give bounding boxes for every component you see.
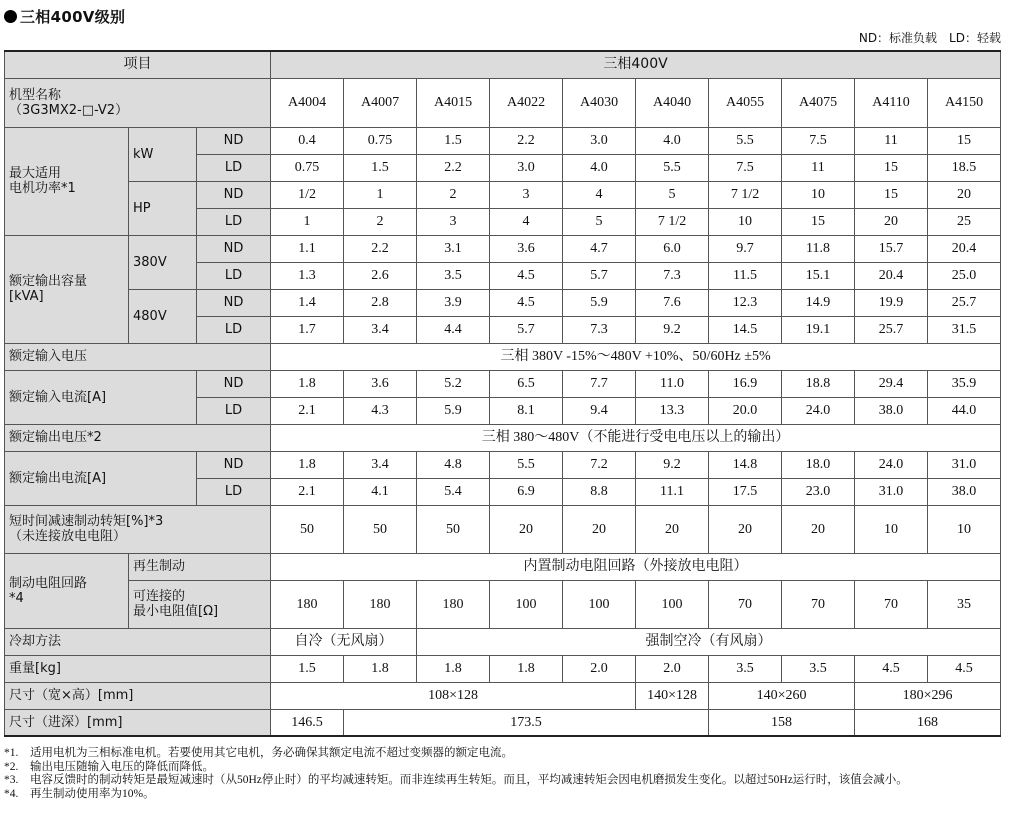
model-cell: A4110 (855, 78, 928, 127)
kw-ld-cell: 1.5 (344, 154, 417, 181)
output-capacity-label: 额定输出容量 [kVA] (5, 235, 129, 343)
size-wh-cell: 140×260 (709, 682, 855, 709)
kw-nd-cell: 0.4 (271, 127, 344, 154)
nd-label: ND (197, 235, 271, 262)
hp-ld-cell: 5 (563, 208, 636, 235)
in-cur-cell: 24.0 (782, 397, 855, 424)
cooling-row (5, 628, 1001, 655)
output-current-label: 额定输出电流[A] (5, 451, 197, 505)
model-cell: A4015 (417, 78, 490, 127)
min-resistance-row (5, 580, 1001, 628)
out-cur-cell: 2.1 (271, 478, 344, 505)
cap-cell: 2.6 (344, 262, 417, 289)
bullet-dot-icon (4, 10, 17, 23)
out-cur-cell: 8.8 (563, 478, 636, 505)
cap-cell: 3.1 (417, 235, 490, 262)
cap-cell: 5.9 (563, 289, 636, 316)
nd-label: ND (197, 451, 271, 478)
hp-ld-cell: 4 (490, 208, 563, 235)
hp-ld-cell: 1 (271, 208, 344, 235)
out-cur-cell: 31.0 (928, 451, 1001, 478)
in-cur-cell: 7.7 (563, 370, 636, 397)
cap-cell: 4.5 (490, 289, 563, 316)
model-cell: A4075 (782, 78, 855, 127)
input-current-label: 额定输入电流[A] (5, 370, 197, 424)
size-d-label: 尺寸（进深）[mm] (5, 709, 271, 736)
nd-label: ND (197, 289, 271, 316)
in-cur-cell: 13.3 (636, 397, 709, 424)
in-cur-cell: 35.9 (928, 370, 1001, 397)
hp-unit-label: HP (129, 181, 197, 235)
in-cur-cell: 29.4 (855, 370, 928, 397)
size-d-cell: 146.5 (271, 709, 344, 736)
out-cur-cell: 17.5 (709, 478, 782, 505)
hp-ld-cell: 10 (709, 208, 782, 235)
cap-cell: 1.3 (271, 262, 344, 289)
ld-label: LD (197, 154, 271, 181)
weight-cell: 1.8 (344, 655, 417, 682)
cap-cell: 3.4 (344, 316, 417, 343)
in-cur-cell: 5.2 (417, 370, 490, 397)
nd-label: ND (197, 181, 271, 208)
torque-cell: 20 (782, 505, 855, 553)
hp-ld-cell: 2 (344, 208, 417, 235)
in-cur-cell: 4.3 (344, 397, 417, 424)
hp-nd-cell: 7 1/2 (709, 181, 782, 208)
minres-cell: 100 (636, 580, 709, 628)
minres-cell: 100 (490, 580, 563, 628)
regen-value: 内置制动电阻回路（外接放电电阻） (271, 553, 1001, 580)
header-item: 项目 (5, 51, 271, 78)
cap-cell: 7.6 (636, 289, 709, 316)
out-cur-cell: 38.0 (928, 478, 1001, 505)
cap-cell: 25.0 (928, 262, 1001, 289)
kw-ld-cell: 7.5 (709, 154, 782, 181)
out-cur-cell: 9.2 (636, 451, 709, 478)
weight-label: 重量[kg] (5, 655, 271, 682)
cap-cell: 2.8 (344, 289, 417, 316)
cooling-self: 自冷（无风扇） (271, 628, 417, 655)
minres-cell: 180 (344, 580, 417, 628)
cap-cell: 1.1 (271, 235, 344, 262)
ld-label: LD (197, 397, 271, 424)
hp-ld-cell: 15 (782, 208, 855, 235)
kw-ld-cell: 15 (855, 154, 928, 181)
cap-cell: 1.4 (271, 289, 344, 316)
output-current-nd-row (5, 451, 1001, 478)
minres-cell: 100 (563, 580, 636, 628)
out-cur-cell: 5.5 (490, 451, 563, 478)
hp-ld-cell: 3 (417, 208, 490, 235)
minres-cell: 180 (417, 580, 490, 628)
cap-cell: 20.4 (928, 235, 1001, 262)
out-cur-cell: 7.2 (563, 451, 636, 478)
cap-cell: 4.5 (490, 262, 563, 289)
kw-ld-cell: 3.0 (490, 154, 563, 181)
cap-cell: 3.5 (417, 262, 490, 289)
cap-cell: 7.3 (636, 262, 709, 289)
cap-cell: 15.7 (855, 235, 928, 262)
size-wh-label: 尺寸（宽×高）[mm] (5, 682, 271, 709)
weight-cell: 2.0 (563, 655, 636, 682)
torque-cell: 20 (636, 505, 709, 553)
out-cur-cell: 4.1 (344, 478, 417, 505)
torque-cell: 10 (928, 505, 1001, 553)
kw-nd-cell: 0.75 (344, 127, 417, 154)
footnote: *4. 再生制动使用率为10%。 (4, 787, 155, 800)
cap-cell: 25.7 (855, 316, 928, 343)
cap-cell: 19.1 (782, 316, 855, 343)
out-cur-cell: 6.9 (490, 478, 563, 505)
cap-cell: 25.7 (928, 289, 1001, 316)
cap-cell: 1.7 (271, 316, 344, 343)
model-cell: A4055 (709, 78, 782, 127)
model-cell: A4022 (490, 78, 563, 127)
regen-label: 再生制动 (129, 553, 271, 580)
out-cur-cell: 23.0 (782, 478, 855, 505)
model-label: 机型名称 （3G3MX2-□-V2） (5, 78, 271, 127)
torque-cell: 50 (271, 505, 344, 553)
size-wh-row (5, 682, 1001, 709)
model-cell: A4007 (344, 78, 417, 127)
cap-cell: 15.1 (782, 262, 855, 289)
out-cur-cell: 11.1 (636, 478, 709, 505)
cap-cell: 7.3 (563, 316, 636, 343)
weight-cell: 4.5 (855, 655, 928, 682)
hp-nd-cell: 10 (782, 181, 855, 208)
kw-ld-cell: 18.5 (928, 154, 1001, 181)
kw-ld-cell: 0.75 (271, 154, 344, 181)
kw-ld-cell: 4.0 (563, 154, 636, 181)
torque-cell: 10 (855, 505, 928, 553)
in-cur-cell: 5.9 (417, 397, 490, 424)
in-cur-cell: 1.8 (271, 370, 344, 397)
motor-kw-nd-row (5, 127, 1001, 154)
braking-torque-label: 短时间减速制动转矩[%]*3 （未连接放电电阻） (5, 505, 271, 553)
out-cur-cell: 24.0 (855, 451, 928, 478)
hp-nd-cell: 3 (490, 181, 563, 208)
cooling-forced: 强制空冷（有风扇） (417, 628, 1001, 655)
hp-nd-cell: 2 (417, 181, 490, 208)
v380-label: 380V (129, 235, 197, 289)
cap-cell: 5.7 (563, 262, 636, 289)
footnote: *1. 适用电机为三相标准电机。若要使用其它电机，务必确保其额定电流不超过变频器的额定电流。 (4, 747, 513, 759)
torque-cell: 20 (709, 505, 782, 553)
hp-nd-cell: 4 (563, 181, 636, 208)
cap-cell: 3.9 (417, 289, 490, 316)
ld-label: LD (197, 262, 271, 289)
hp-nd-cell: 20 (928, 181, 1001, 208)
footnote: *2. 输出电压随输入电压的降低而降低。 (4, 760, 214, 773)
out-cur-cell: 4.8 (417, 451, 490, 478)
minres-cell: 35 (928, 580, 1001, 628)
hp-ld-cell: 25 (928, 208, 1001, 235)
cap-480-nd-row (5, 289, 1001, 316)
cap-cell: 4.7 (563, 235, 636, 262)
kw-nd-cell: 7.5 (782, 127, 855, 154)
size-d-row (5, 709, 1001, 736)
cap-cell: 4.4 (417, 316, 490, 343)
torque-cell: 50 (417, 505, 490, 553)
cap-cell: 11.8 (782, 235, 855, 262)
out-cur-cell: 3.4 (344, 451, 417, 478)
page-title (4, 6, 125, 27)
cap-cell: 11.5 (709, 262, 782, 289)
kw-ld-cell: 5.5 (636, 154, 709, 181)
kw-nd-cell: 15 (928, 127, 1001, 154)
model-cell: A4030 (563, 78, 636, 127)
weight-cell: 3.5 (782, 655, 855, 682)
input-voltage-value: 三相 380V -15%～480V +10%、50/60Hz ±5% (271, 343, 1001, 370)
out-cur-cell: 14.8 (709, 451, 782, 478)
motor-hp-nd-row (5, 181, 1001, 208)
minres-cell: 70 (709, 580, 782, 628)
cap-cell: 14.9 (782, 289, 855, 316)
weight-cell: 4.5 (928, 655, 1001, 682)
size-d-cell: 168 (855, 709, 1001, 736)
cap-cell: 9.2 (636, 316, 709, 343)
size-wh-cell: 180×296 (855, 682, 1001, 709)
hp-ld-cell: 7 1/2 (636, 208, 709, 235)
cap-380-nd-row (5, 235, 1001, 262)
minres-cell: 70 (782, 580, 855, 628)
in-cur-cell: 3.6 (344, 370, 417, 397)
in-cur-cell: 2.1 (271, 397, 344, 424)
weight-cell: 2.0 (636, 655, 709, 682)
hp-nd-cell: 5 (636, 181, 709, 208)
torque-cell: 50 (344, 505, 417, 553)
output-voltage-row (5, 424, 1001, 451)
model-cell: A4040 (636, 78, 709, 127)
output-voltage-value: 三相 380～480V（不能进行受电电压以上的输出） (271, 424, 1001, 451)
size-wh-cell: 140×128 (636, 682, 709, 709)
in-cur-cell: 44.0 (928, 397, 1001, 424)
torque-cell: 20 (563, 505, 636, 553)
weight-cell: 1.5 (271, 655, 344, 682)
regen-row (5, 553, 1001, 580)
input-voltage-row (5, 343, 1001, 370)
kw-ld-cell: 11 (782, 154, 855, 181)
minres-cell: 70 (855, 580, 928, 628)
footnotes (4, 747, 1004, 801)
input-voltage-label: 额定输入电压 (5, 343, 271, 370)
cap-cell: 14.5 (709, 316, 782, 343)
kw-nd-cell: 11 (855, 127, 928, 154)
ld-label: LD (197, 208, 271, 235)
in-cur-cell: 6.5 (490, 370, 563, 397)
cap-cell: 31.5 (928, 316, 1001, 343)
in-cur-cell: 16.9 (709, 370, 782, 397)
model-cell: A4150 (928, 78, 1001, 127)
cap-cell: 19.9 (855, 289, 928, 316)
braking-circuit-label: 制动电阻回路 *4 (5, 553, 129, 628)
cap-cell: 12.3 (709, 289, 782, 316)
kw-nd-cell: 2.2 (490, 127, 563, 154)
load-legend: ND：标准负载 LD：轻载 (858, 31, 1001, 45)
weight-cell: 3.5 (709, 655, 782, 682)
weight-cell: 1.8 (490, 655, 563, 682)
cap-cell: 3.6 (490, 235, 563, 262)
out-cur-cell: 18.0 (782, 451, 855, 478)
spec-table (4, 50, 1001, 737)
cap-cell: 9.7 (709, 235, 782, 262)
model-row (5, 78, 1001, 127)
in-cur-cell: 38.0 (855, 397, 928, 424)
in-cur-cell: 20.0 (709, 397, 782, 424)
min-resistance-label: 可连接的 最小电阻值[Ω] (129, 580, 271, 628)
out-cur-cell: 5.4 (417, 478, 490, 505)
size-d-cell: 158 (709, 709, 855, 736)
size-wh-cell: 108×128 (271, 682, 636, 709)
kw-ld-cell: 2.2 (417, 154, 490, 181)
braking-torque-row (5, 505, 1001, 553)
cooling-label: 冷却方法 (5, 628, 271, 655)
input-current-nd-row (5, 370, 1001, 397)
model-cell: A4004 (271, 78, 344, 127)
minres-cell: 180 (271, 580, 344, 628)
cap-cell: 2.2 (344, 235, 417, 262)
in-cur-cell: 9.4 (563, 397, 636, 424)
v480-label: 480V (129, 289, 197, 343)
motor-power-label: 最大适用 电机功率*1 (5, 127, 129, 235)
kw-nd-cell: 1.5 (417, 127, 490, 154)
ld-label: LD (197, 316, 271, 343)
cap-cell: 20.4 (855, 262, 928, 289)
cap-cell: 5.7 (490, 316, 563, 343)
kw-nd-cell: 4.0 (636, 127, 709, 154)
in-cur-cell: 8.1 (490, 397, 563, 424)
weight-cell: 1.8 (417, 655, 490, 682)
nd-label: ND (197, 370, 271, 397)
hp-ld-cell: 20 (855, 208, 928, 235)
header-row (5, 51, 1001, 78)
title-text: 三相400V级别 (20, 8, 126, 26)
header-group: 三相400V (271, 51, 1001, 78)
out-cur-cell: 1.8 (271, 451, 344, 478)
kw-unit-label: kW (129, 127, 197, 181)
output-voltage-label: 额定输出电压*2 (5, 424, 271, 451)
weight-row (5, 655, 1001, 682)
hp-nd-cell: 1 (344, 181, 417, 208)
cap-cell: 6.0 (636, 235, 709, 262)
hp-nd-cell: 15 (855, 181, 928, 208)
footnote: *3. 电容反馈时的制动转矩是最短减速时（从50Hz停止时）的平均减速转矩。而非连续再生转矩。而且，平均减速转矩会因电机磨损发生变化。以超过50Hz运行时，该值会减小。 (4, 774, 908, 786)
nd-label: ND (197, 127, 271, 154)
hp-nd-cell: 1/2 (271, 181, 344, 208)
torque-cell: 20 (490, 505, 563, 553)
out-cur-cell: 31.0 (855, 478, 928, 505)
in-cur-cell: 18.8 (782, 370, 855, 397)
kw-nd-cell: 3.0 (563, 127, 636, 154)
kw-nd-cell: 5.5 (709, 127, 782, 154)
ld-label: LD (197, 478, 271, 505)
size-d-cell: 173.5 (344, 709, 709, 736)
in-cur-cell: 11.0 (636, 370, 709, 397)
